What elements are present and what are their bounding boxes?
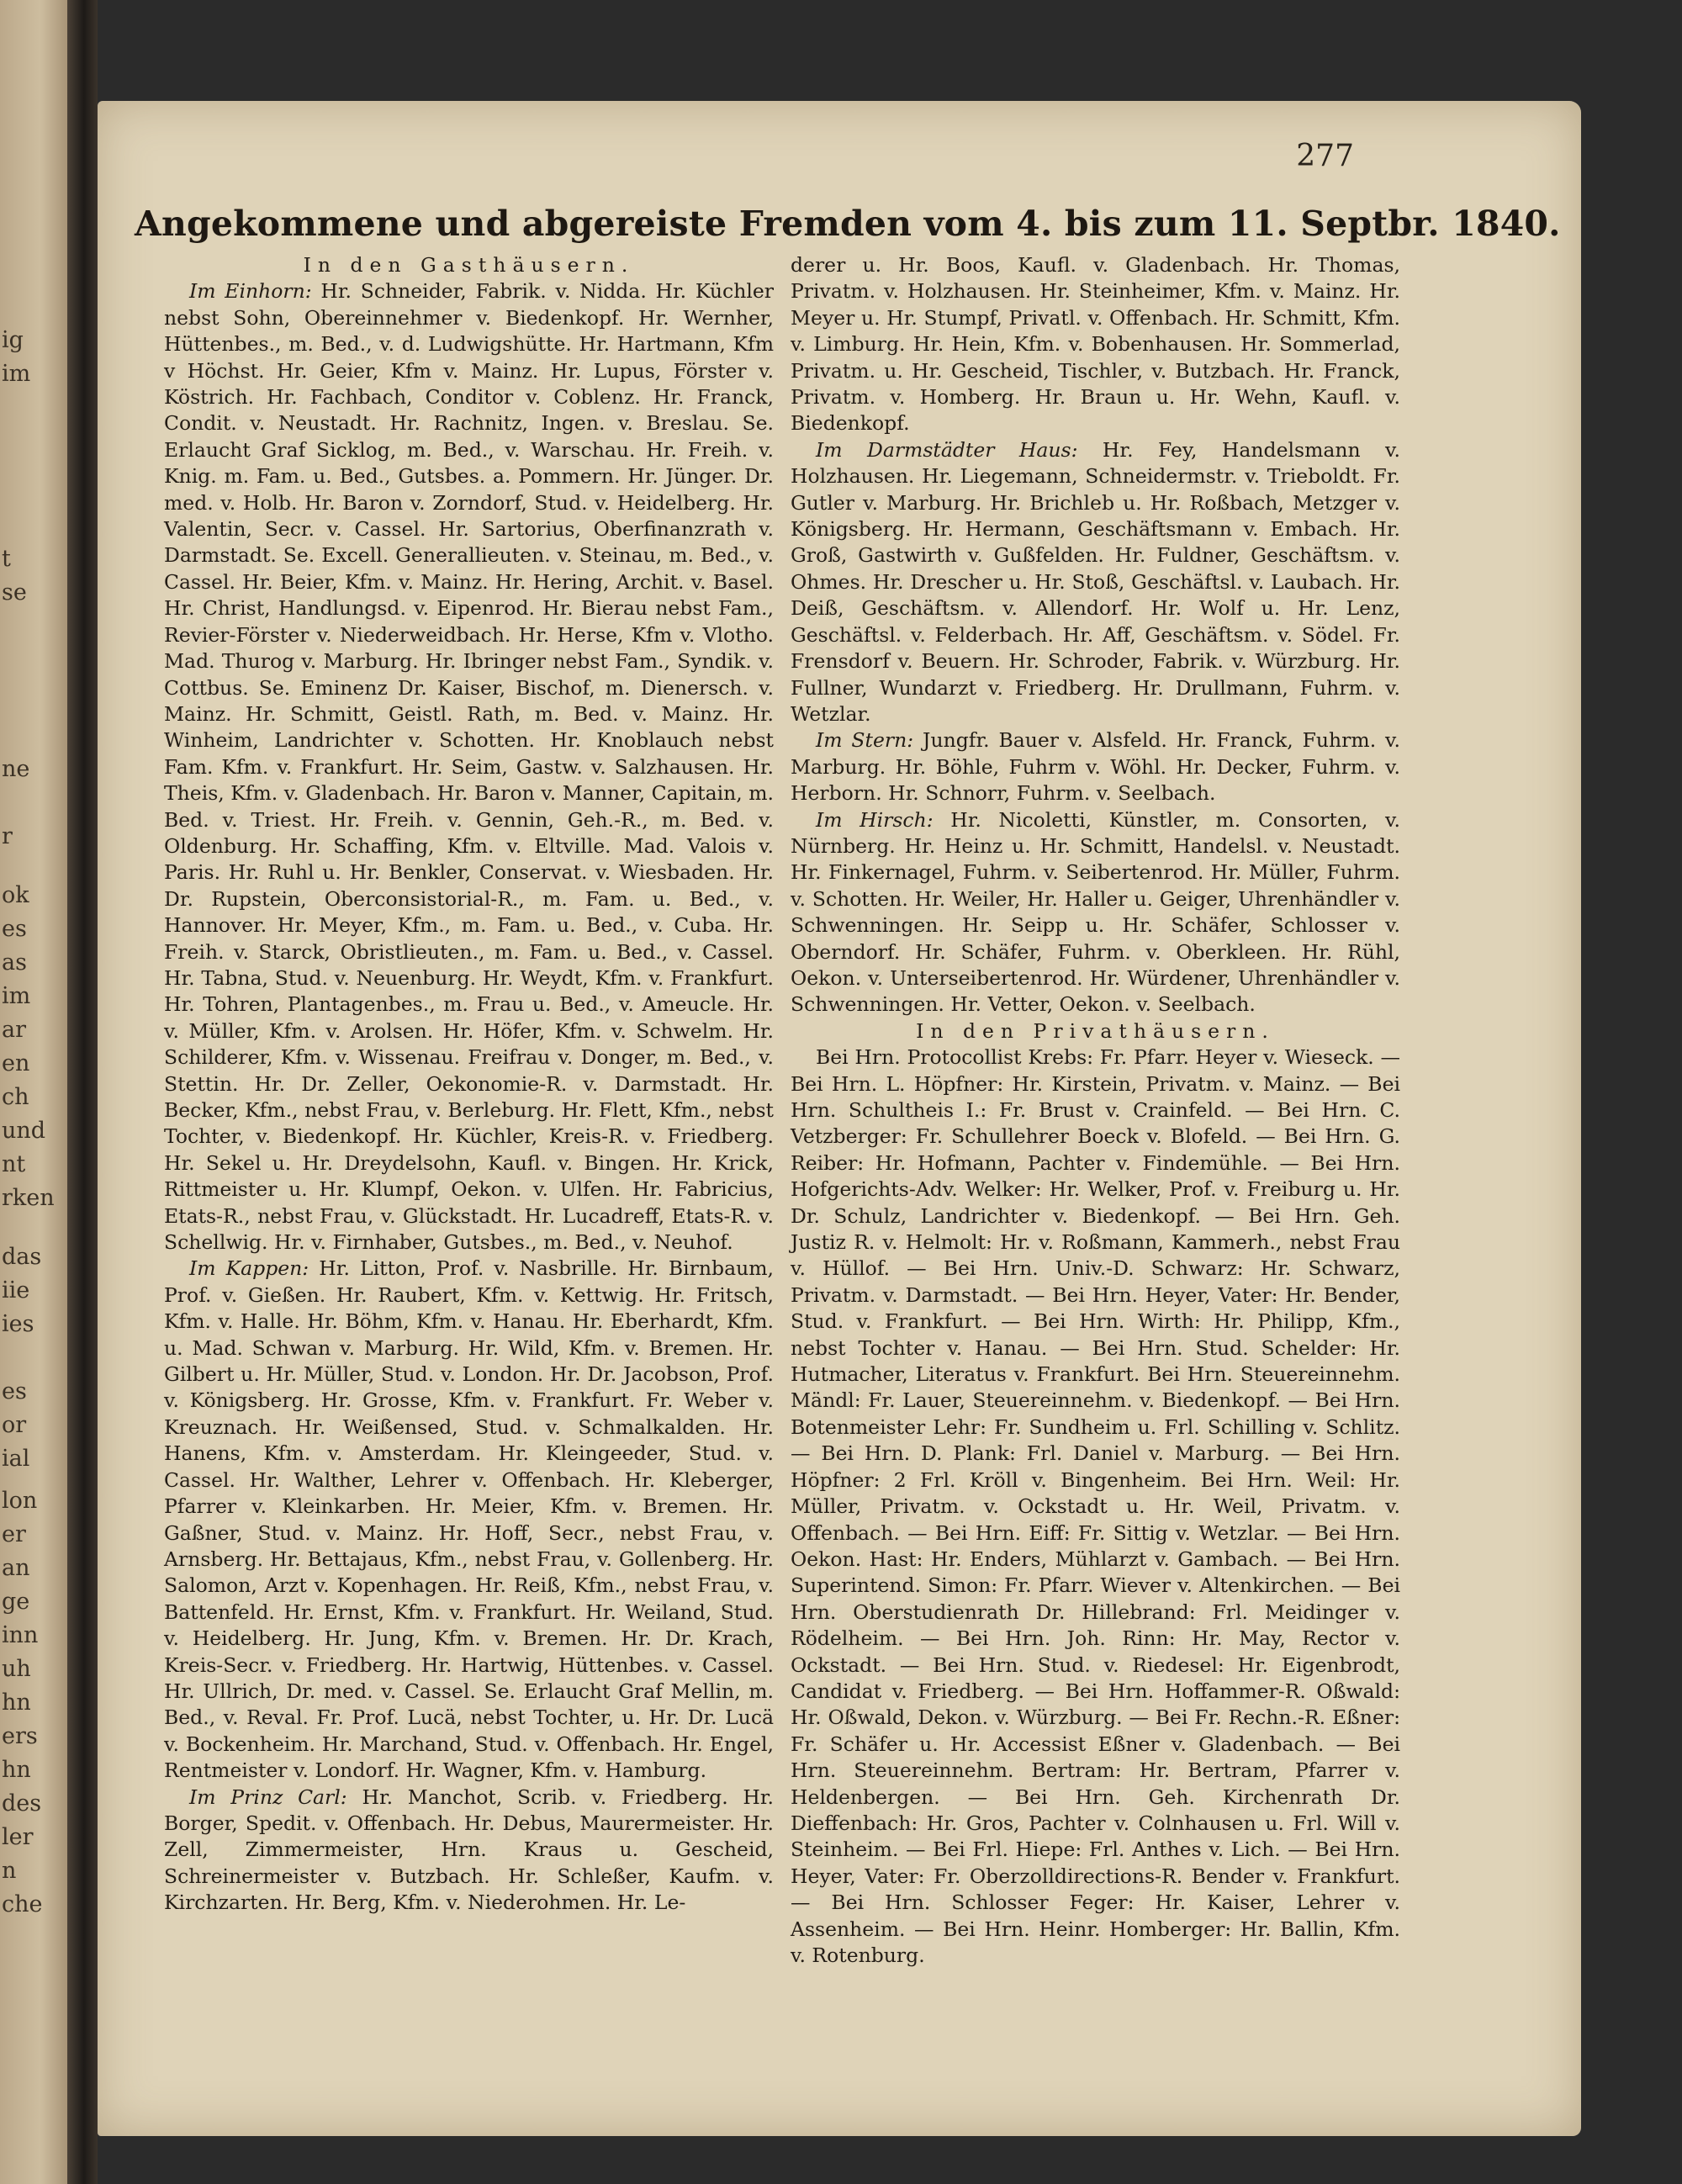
facing-page-fragment: rken [2,1185,55,1211]
facing-page-fragment: ch [2,1084,29,1110]
place-label: Im Einhorn: [189,279,312,304]
place-label: Im Prinz Carl: [189,1785,347,1809]
facing-page-fragment: iie [2,1277,30,1304]
facing-page-fragment: des [2,1790,42,1816]
facing-page-fragment: ers [2,1723,38,1749]
entry-private-houses: Bei Hrn. Protocollist Krebs: Fr. Pfarr. Heyer v. Wieseck. — Bei Hrn. L. Höpfner: Hr. Kirstein, Privatm. v. Mainz. — Bei Hrn. Schultheis I.: Fr. Brust v. Crainfeld. — Bei Hrn. C. Vetzberger: Fr. Schullehrer Boeck v. Blofeld. — Bei Hrn. G. Reiber: Hr. Hofmann, Pachter v. Findemühle. — Bei Hrn. Hofgerichts-Adv. Welker: Hr. Welker, Prof. v. Freiburg u. Hr. Dr. Schulz, Landrichter v. Biedenkopf. — Bei Hrn. Geh. Justiz R. v. Helmolt: Hr. v. Roßmann, Kammerh., nebst Frau v. Hüllof. — Bei Hrn. Univ.-D. Schwarz: Hr. Schwarz, Privatm. v. Darmstadt. — Bei Hrn. Heyer, Vater: Hr. Bender, Stud. v. Frankfurt. — Bei Hrn. Wirth: Hr. Philipp, Kfm., nebst Tochter v. Hanau. — Bei Hrn. Stud. Schelder: Hr. Hutmacher, Literatus v. Frankfurt. Bei Hrn. Steuereinnehm. Mändl: Fr. Lauer, Steuereinnehm. v. Biedenkopf. — Bei Hrn. Botenmeister Lehr: Fr. Sundheim u. Frl. Schilling v. Schlitz. — Bei Hrn. D. Plank: Frl. Daniel v. Marburg. — Bei Hrn. Höpfner: 2 Frl. Kröll v. Bingenheim. Bei Hrn. Weil: Hr. Müller, Privatm. v. Ockstadt u. Hr. Weil, Privatm. v. Offenbach. — Bei Hrn. Eiff: Fr. Sittig v. Wetzlar. — Bei Hrn. Oekon. Hast: Hr. Enders, Mühlarzt v. Gambach. — Bei Hrn. Superintend. Simon: Fr. Pfarr. Wiever v. Altenkirchen. — Bei Hrn. Oberstudienrath Dr. Hillebrand: Frl. Meidinger v. Rödelheim. — Bei Hrn. Joh. Rinn: Hr. May, Rector v. Ockstadt. — Bei Hrn. Stud. v. Riedesel: Hr. Eigenbrodt, Candidat v. Friedberg. — Bei Hrn. Hoffammer-R. Oßwald: Hr. Oßwald, Dekon. v. Würzburg. — Bei Fr. Rechn.-R. Eßner: Fr. Schäfer u. Hr. Accessist Eßner v. Gladenbach. — Bei Hrn. Steuereinnehm. Bertram: Hr. Bertram, Pfarrer v. Heldenbergen. — Bei Hrn. Geh. Kirchenrath Dr. Dieffenbach: Hr. Gros, Pachter v. Colnhausen u. Frl. Will v. Steinheim. — Bei Frl. Hiepe: Frl. Anthes v. Lich. — Bei Hrn. Heyer, Vater: Fr. Oberzolldirections-R. Bender v. Frankfurt. — Bei Hrn. Schlosser Feger: Hr. Kaiser, Lehrer v. Assenheim. — Bei Hrn. Heinr. Homberger: Hr. Ballin, Kfm. v. Rotenburg. [791,1045,1400,1967]
facing-page-fragment: en [2,1050,30,1076]
facing-page-fragment: or [2,1412,27,1438]
entry-text: Hr. Manchot, Scrib. v. Friedberg. Hr. Borger, Spedit. v. Offenbach. Hr. Debus, Maurermeister. Hr. Zell, Zimmermeister, Hrn. Kraus u. Gescheid, Schreinermeister v. Butzbach. Hr. Schleßer, Kaufm. v. Kirchzarten. Hr. Berg, Kfm. v. Niederohmen. Hr. Le- [164,1785,774,1915]
right-column [791,252,1400,1967]
left-column [164,252,774,1915]
section-heading-guesthouses: In den Gasthäusern. [303,253,635,277]
place-label: Im Stern: [816,728,914,753]
entry-hirsch [791,807,1400,1018]
facing-page-fragment: er [2,1521,26,1547]
entry-einhorn [164,278,774,1256]
place-label: Im Darmstädter Haus: [816,437,1078,462]
facing-page-fragment: nt [2,1151,26,1177]
book-gutter [67,0,98,2184]
facing-page-fragment: ies [2,1311,34,1337]
place-label: Im Hirsch: [816,807,934,832]
facing-page-fragment: ar [2,1017,27,1043]
facing-page-fragment: t [2,546,11,572]
entry-stern [791,727,1400,806]
facing-page-fragment: ok [2,882,29,908]
entry-text: Hr. Fey, Handelsmann v. Holzhausen. Hr. Liegemann, Schneidermstr. v. Trieboldt. Fr. Gutler v. Marburg. Hr. Brichleb u. Hr. Roßbach, Metzger v. Königsberg. Hr. Hermann, Geschäftsmann v. Embach. Hr. Groß, Gastwirth v. Gußfelden. Hr. Fuldner, Geschäftsm. v. Ohmes. Hr. Drescher u. Hr. Stoß, Geschäftsl. v. Laubach. Hr. Deiß, Geschäftsm. v. Allendorf. Hr. Wolf u. Hr. Lenz, Geschäftsl. v. Felderbach. Hr. Aff, Geschäftsm. v. Södel. Fr. Frensdorf v. Beuern. Hr. Schroder, Fabrik. v. Würzburg. Hr. Fullner, Wundarzt v. Friedberg. Hr. Drullmann, Fuhrm. v. Wetzlar. [791,437,1400,726]
entry-kappen [164,1256,774,1784]
entry-prinz-carl [164,1785,774,1917]
facing-page-fragment: es [2,1378,27,1404]
facing-page-fragment: ler [2,1824,34,1850]
facing-page-fragment: lon [2,1488,38,1514]
entry-text: Hr. Schneider, Fabrik. v. Nidda. Hr. Küchler nebst Sohn, Obereinnehmer v. Biedenkopf. Hr. Wernher, Hüttenbes., m. Bed., v. d. Ludwigshütte. Hr. Hartmann, Kfm v Höchst. Hr. Geier, Kfm v. Mainz. Hr. Lupus, Förster v. Köstrich. Hr. Fachbach, Conditor v. Coblenz. Hr. Franck, Condit. v. Neustadt. Hr. Rachnitz, Ingen. v. Breslau. Se. Erlaucht Graf Sicklog, m. Bed., v. Warschau. Hr. Freih. v. Knig. m. Fam. u. Bed., Gutsbes. a. Pommern. Hr. Jünger. Dr. med. v. Holb. Hr. Baron v. Zorndorf, Stud. v. Heidelberg. Hr. Valentin, Secr. v. Cassel. Hr. Sartorius, Oberfinanzrath v. Darmstadt. Se. Excell. Generallieuten. v. Steinau, m. Bed., v. Cassel. Hr. Beier, Kfm. v. Mainz. Hr. Hering, Archit. v. Basel. Hr. Christ, Handlungsd. v. Eipenrod. Hr. Bierau nebst Fam., Revier-Förster v. Niederweidbach. Hr. Herse, Kfm v. Vlotho. Mad. Thurog v. Marburg. Hr. Ibringer nebst Fam., Syndik. v. Cottbus. Se. Eminenz Dr. Kaiser, Bischof, m. Dienersch. v. Mainz. Hr. Schmitt, Geistl. Rath, m. Bed. v. Mainz. Hr. Winheim, Landrichter v. Schotten. Hr. Knoblauch nebst Fam. Kfm. v. Frankfurt. Hr. Seim, Gastw. v. Salzhausen. Hr. Theis, Kfm. v. Gladenbach. Hr. Baron v. Manner, Capitain, m. Bed. v. Triest. Hr. Freih. v. Gennin, Geh.-R., m. Bed. v. Oldenburg. Hr. Schaffing, Kfm. v. Eltville. Mad. Valois v. Paris. Hr. Ruhl u. Hr. Benkler, Conservat. v. Wiesbaden. Hr. Dr. Rupstein, Oberconsistorial-R., m. Fam. u. Bed., v. Hannover. Hr. Meyer, Kfm., m. Fam. u. Bed., v. Cuba. Hr. Freih. v. Starck, Obristlieuten., m. Fam. u. Bed., v. Cassel. Hr. Tabna, Stud. v. Neuenburg. Hr. Weydt, Kfm. v. Frankfurt. Hr. Tohren, Plantagenbes., m. Frau u. Bed., v. Ameucle. Hr. v. Müller, Kfm. v. Arolsen. Hr. Höfer, Kfm. v. Schwelm. Hr. Schilderer, Kfm. v. Wissenau. Freifrau v. Donger, m. Bed., v. Stettin. Hr. Dr. Zeller, Oekonomie-R. v. Darmstadt. Hr. Becker, Kfm., nebst Frau, v. Berleburg. Hr. Flett, Kfm., nebst Tochter, v. Biedenkopf. Hr. Küchler, Kreis-R. v. Friedberg. Hr. Sekel u. Hr. Dreydelsohn, Kaufl. v. Bingen. Hr. Krick, Rittmeister u. Hr. Klumpf, Oekon. v. Ulfen. Hr. Fabricius, Etats-R., nebst Frau, v. Glückstadt. Hr. Lucadreff, Etats-R. v. Schellwig. Hr. v. Firnhaber, Gutsbes., m. Bed., v. Neuhof. [164,279,774,1255]
entry-darmstaedter-haus [791,437,1400,727]
facing-page-fragment: r [2,823,13,849]
facing-page-fragment: es [2,916,27,942]
facing-page-fragment: das [2,1244,42,1270]
facing-page-fragment: im [2,983,31,1009]
entry-text: Jungfr. Bauer v. Alsfeld. Hr. Franck, Fuhrm. v. Marburg. Hr. Böhle, Fuhrm v. Wöhl. Hr. Decker, Fuhrm. v. Herborn. Hr. Schnorr, Fuhrm. v. Seelbach. [791,728,1400,806]
place-label: Im Kappen: [189,1256,309,1281]
facing-page-fragment: as [2,949,27,976]
facing-page-fragment: im [2,361,31,387]
entry-text: Hr. Litton, Prof. v. Nasbrille. Hr. Birnbaum, Prof. v. Gießen. Hr. Raubert, Kfm. v. Kettwig. Hr. Fritsch, Kfm. v. Halle. Hr. Böhm, Kfm. v. Hanau. Hr. Eberhardt, Kfm. u. Mad. Schwan v. Marburg. Hr. Wild, Kfm. v. Bremen. Hr. Gilbert u. Hr. Müller, Stud. v. London. Hr. Dr. Jacobson, Prof. v. Königsberg. Hr. Grosse, Kfm. v. Frankfurt. Fr. Weber v. Kreuznach. Hr. Weißensed, Stud. v. Schmalkalden. Hr. Hanens, Kfm. v. Amsterdam. Hr. Kleingeeder, Stud. v. Cassel. Hr. Walther, Lehrer v. Offenbach. Hr. Kleberger, Pfarrer v. Kleinkarben. Hr. Meier, Kfm. v. Bremen. Hr. Gaßner, Stud. v. Mainz. Hr. Hoff, Secr., nebst Frau, v. Arnsberg. Hr. Bettajaus, Kfm., nebst Frau, v. Gollenberg. Hr. Salomon, Arzt v. Kopenhagen. Hr. Reiß, Kfm., nebst Frau, v. Battenfeld. Hr. Ernst, Kfm. v. Frankfurt. Hr. Weiland, Stud. v. Heidelberg. Hr. Jung, Kfm. v. Bremen. Hr. Dr. Krach, Kreis-Secr. v. Friedberg. Hr. Hartwig, Hüttenbes. v. Cassel. Hr. Ullrich, Dr. med. v. Cassel. Se. Erlaucht Graf Mellin, m. Bed., v. Reval. Fr. Prof. Lucä, nebst Tochter, u. Hr. Dr. Lucä v. Bockenheim. Hr. Marchand, Stud. v. Offenbach. Hr. Engel, Rentmeister v. Londorf. Hr. Wagner, Kfm. v. Hamburg. [164,1256,774,1783]
page-number: 277 [1296,139,1354,173]
page-title: Angekommene und abgereiste Fremden vom 4. bis zum 11. Septbr. 1840. [135,204,1561,244]
facing-page-fragment: ge [2,1589,30,1615]
facing-page-fragment: che [2,1891,43,1917]
section-heading-private-houses: In den Privathäusern. [916,1018,1275,1043]
facing-page-fragment: und [2,1118,46,1144]
facing-page-edge [0,0,67,2184]
facing-page-fragment: inn [2,1622,39,1648]
facing-page-fragment: uh [2,1656,31,1682]
entry-continuation: derer u. Hr. Boos, Kaufl. v. Gladenbach. Hr. Thomas, Privatm. v. Holzhausen. Hr. Steinheimer, Kfm. v. Mainz. Hr. Meyer u. Hr. Stumpf, Privatl. v. Offenbach. Hr. Schmitt, Kfm. v. Limburg. Hr. Hein, Kfm. v. Bobenhausen. Hr. Sommerlad, Privatm. u. Hr. Gescheid, Tischler, v. Butzbach. Hr. Franck, Privatm. v. Homberg. Hr. Braun u. Hr. Wehn, Kaufl. v. Biedenkopf. [791,253,1400,436]
facing-page-fragment: ig [2,327,24,353]
facing-page-fragment: an [2,1555,30,1581]
facing-page-fragment: hn [2,1757,31,1783]
facing-page-fragment: ial [2,1446,30,1472]
facing-page-fragment: hn [2,1690,31,1716]
facing-page-fragment: se [2,579,27,605]
entry-text: Hr. Nicoletti, Künstler, m. Consorten, v. Nürnberg. Hr. Heinz u. Hr. Schmitt, Handelsl. v. Neustadt. Hr. Finkernagel, Fuhrm. v. Seibertenrod. Hr. Müller, Fuhrm. v. Schotten. Hr. Weiler, Hr. Haller u. Geiger, Uhrenhändler v. Schwenningen. Hr. Seipp u. Hr. Schäfer, Schlosser v. Oberndorf. Hr. Schäfer, Fuhrm. v. Oberkleen. Hr. Rühl, Oekon. v. Unterseibertenrod. Hr. Würdener, Uhrenhändler v. Schwenningen. Hr. Vetter, Oekon. v. Seelbach. [791,807,1400,1017]
facing-page-fragment: n [2,1858,17,1884]
facing-page-fragment: ne [2,756,30,782]
